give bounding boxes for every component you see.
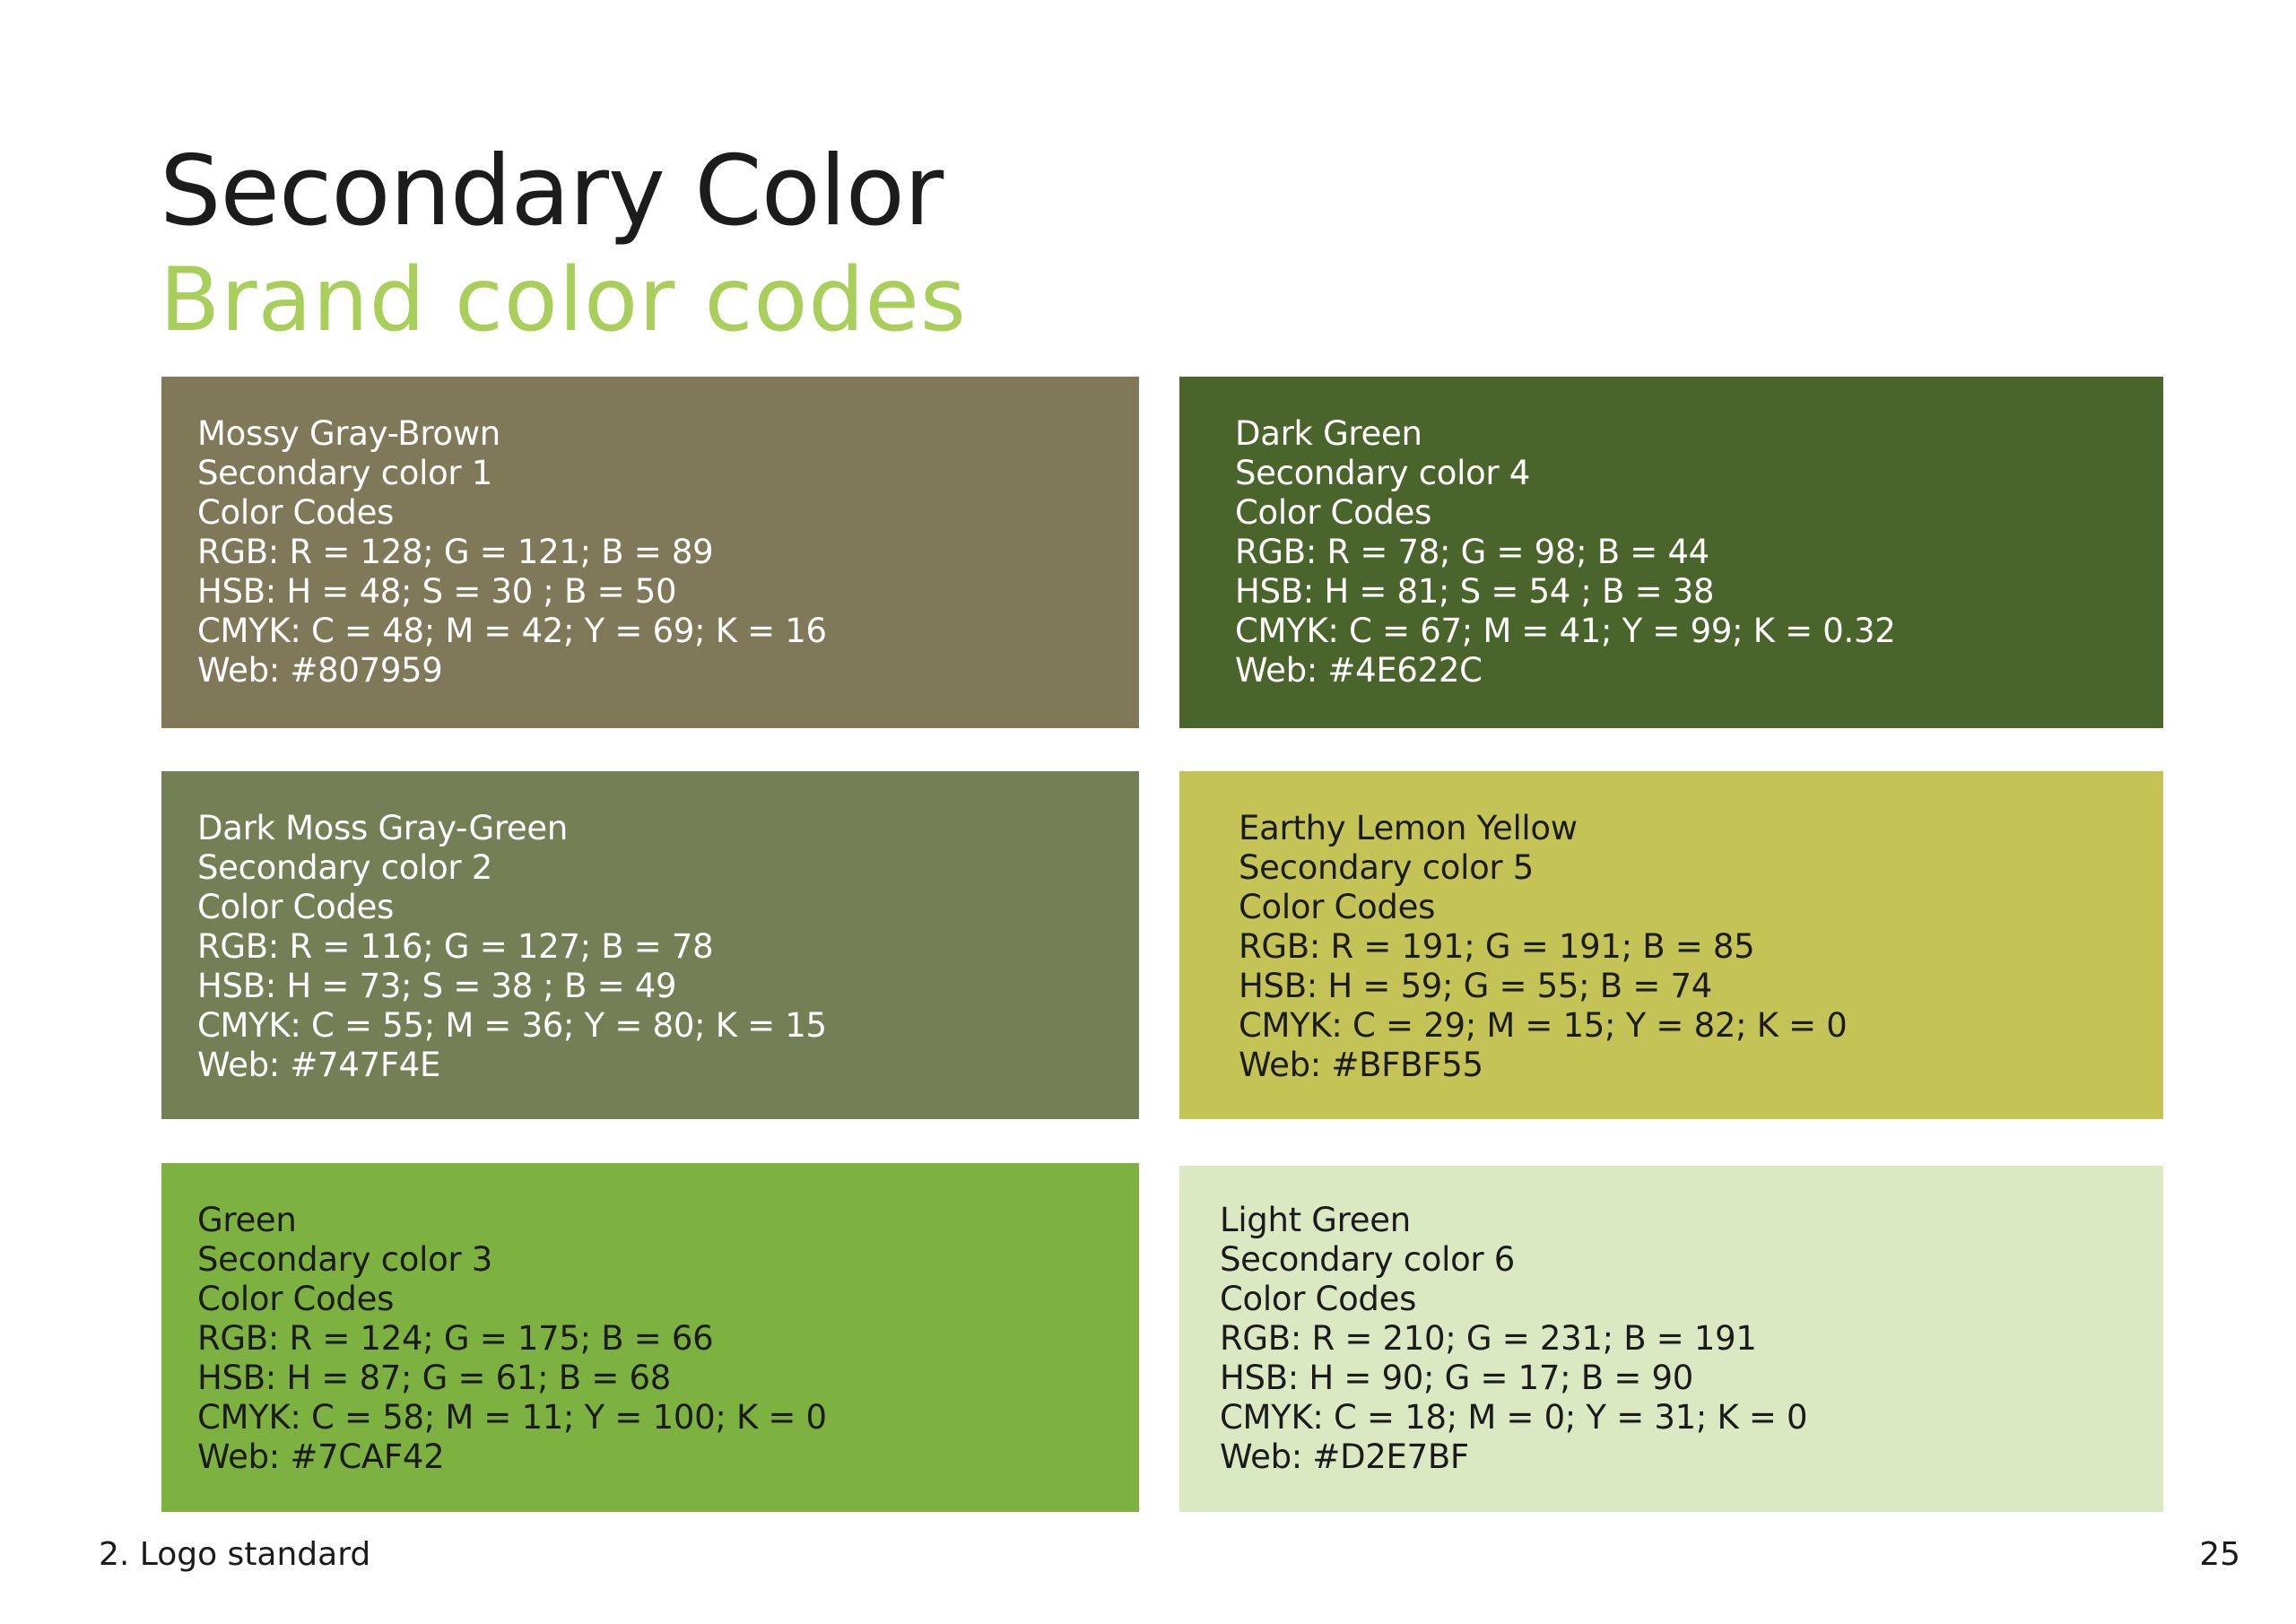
web-hex-value: Web: #D2E7BF [1220, 1437, 1469, 1476]
color-swatch-secondary-2 [161, 771, 1139, 1119]
footer-section-label: 2. Logo standard [99, 1536, 371, 1573]
page-number: 25 [2199, 1536, 2240, 1573]
color-label: Secondary color 6 [1220, 1240, 1516, 1279]
color-swatch-secondary-1 [161, 377, 1139, 728]
web-hex-value: Web: #7CAF42 [197, 1437, 445, 1476]
color-swatch-secondary-3 [161, 1163, 1139, 1512]
hsb-value: HSB: H = 87; G = 61; B = 68 [197, 1359, 671, 1397]
swatch-details [197, 809, 827, 1085]
cmyk-value: CMYK: C = 67; M = 41; Y = 99; K = 0.32 [1235, 612, 1896, 650]
color-swatch-secondary-4 [1179, 377, 2163, 728]
color-codes-heading: Color Codes [1235, 493, 1432, 532]
swatch-details [1220, 1201, 1807, 1477]
page-title: Secondary Color [160, 135, 944, 248]
color-label: Secondary color 4 [1235, 454, 1531, 492]
color-label: Secondary color 2 [197, 848, 493, 887]
color-codes-heading: Color Codes [1220, 1280, 1417, 1318]
web-hex-value: Web: #747F4E [197, 1046, 441, 1084]
color-label: Secondary color 5 [1239, 848, 1535, 887]
web-hex-value: Web: #4E622C [1235, 651, 1483, 690]
cmyk-value: CMYK: C = 29; M = 15; Y = 82; K = 0 [1239, 1006, 1848, 1045]
swatch-details [1239, 809, 1848, 1085]
web-hex-value: Web: #BFBF55 [1239, 1046, 1483, 1084]
hsb-value: HSB: H = 90; G = 17; B = 90 [1220, 1359, 1693, 1397]
color-label: Secondary color 1 [197, 454, 493, 492]
cmyk-value: CMYK: C = 58; M = 11; Y = 100; K = 0 [197, 1398, 827, 1437]
color-name: Dark Green [1235, 414, 1422, 453]
rgb-value: RGB: R = 191; G = 191; B = 85 [1239, 927, 1755, 966]
hsb-value: HSB: H = 73; S = 38 ; B = 49 [197, 967, 677, 1005]
color-name: Earthy Lemon Yellow [1239, 809, 1578, 847]
color-name: Mossy Gray-Brown [197, 414, 500, 453]
hsb-value: HSB: H = 59; G = 55; B = 74 [1239, 967, 1712, 1005]
color-name: Dark Moss Gray-Green [197, 809, 568, 847]
rgb-value: RGB: R = 116; G = 127; B = 78 [197, 927, 714, 966]
swatch-details [1235, 414, 1895, 690]
swatch-details [197, 1201, 827, 1477]
rgb-value: RGB: R = 78; G = 98; B = 44 [1235, 533, 1709, 571]
rgb-value: RGB: R = 124; G = 175; B = 66 [197, 1319, 714, 1358]
cmyk-value: CMYK: C = 55; M = 36; Y = 80; K = 15 [197, 1006, 827, 1045]
hsb-value: HSB: H = 81; S = 54 ; B = 38 [1235, 572, 1715, 611]
rgb-value: RGB: R = 128; G = 121; B = 89 [197, 533, 714, 571]
cmyk-value: CMYK: C = 18; M = 0; Y = 31; K = 0 [1220, 1398, 1808, 1437]
rgb-value: RGB: R = 210; G = 231; B = 191 [1220, 1319, 1757, 1358]
hsb-value: HSB: H = 48; S = 30 ; B = 50 [197, 572, 677, 611]
color-codes-heading: Color Codes [197, 888, 395, 926]
color-codes-heading: Color Codes [1239, 888, 1436, 926]
color-swatch-secondary-5 [1179, 771, 2163, 1119]
color-codes-heading: Color Codes [197, 493, 395, 532]
color-codes-heading: Color Codes [197, 1280, 395, 1318]
color-name: Green [197, 1201, 297, 1239]
cmyk-value: CMYK: C = 48; M = 42; Y = 69; K = 16 [197, 612, 827, 650]
color-name: Light Green [1220, 1201, 1411, 1239]
web-hex-value: Web: #807959 [197, 651, 443, 690]
color-label: Secondary color 3 [197, 1240, 493, 1279]
page-subtitle: Brand color codes [160, 249, 967, 352]
color-swatch-secondary-6 [1179, 1166, 2163, 1512]
swatch-details [197, 414, 827, 690]
